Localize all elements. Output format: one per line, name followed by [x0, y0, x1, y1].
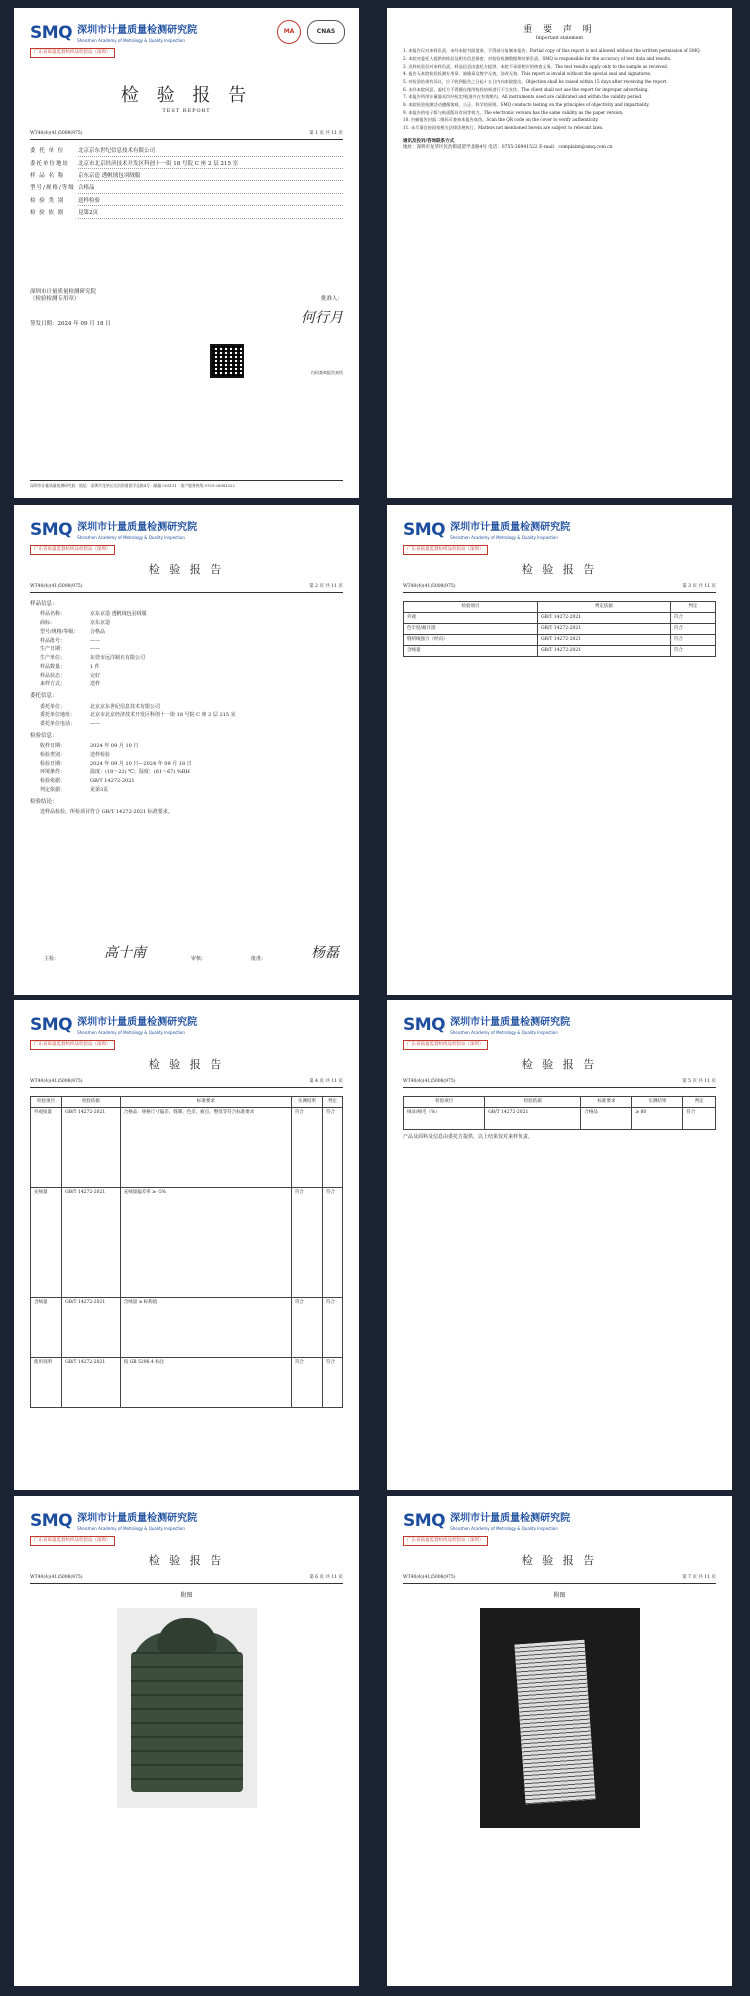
notice-item: 11. 未尽事宜按国家相关法律法规执行。Matters not mentioned herein are subject to relevant laws.: [403, 124, 604, 130]
org-logo: [30, 1014, 343, 1037]
test-heading: 检验信息：: [30, 732, 58, 739]
photo-caption: 附图: [553, 1591, 566, 1599]
table-row: 充绒量 GB/T 14272-2021 充绒量偏差率 ≥ -5% 符合 符合: [31, 1187, 343, 1297]
conclusion-text: 送样品检验，所检项目符合 GB/T 14272-2021 标准要求。: [40, 809, 173, 816]
notice-item: 8. 本院检验检测活动遵循客观、公正、科学的原则。SMQ conducts testing on the principles of objectivity and impartiality.: [403, 101, 650, 107]
cover-field: 样 品 名 称 京东京造 透帆绒包羽绒服: [30, 173, 343, 181]
cover-field: 检 验 依 据 見第2页: [30, 210, 343, 218]
report-cover-page: [14, 8, 359, 498]
page-title: 检 验 报 告: [148, 1554, 225, 1567]
report-number: WT40(4)(41)5008(975): [403, 583, 456, 589]
cover-title: 检 验 报 告: [120, 85, 253, 106]
org-logo: [403, 1014, 716, 1037]
org-name-en: Shenzhen Academy of Metrology & Quality Inspection: [77, 1029, 185, 1035]
report-page-6: [14, 1496, 359, 1986]
test-field: 检验依据： GB/T 14272-2021: [40, 778, 135, 785]
important-statement-page: [387, 8, 732, 498]
qr-caption: 扫码查询报告真伪: [311, 370, 343, 376]
judgement-table: [403, 601, 716, 657]
cover-sign-area: [30, 289, 343, 376]
sign-label: 批准：: [250, 956, 266, 963]
approver-signature: 杨磊: [310, 945, 339, 962]
org-name-cn: 深圳市计量质量检测研究院: [77, 1017, 198, 1029]
org-logo: [30, 519, 343, 542]
notice-item: 3. 送样检验仅对来样负责，样品信息由委托方提供，本院不承担相应的核查义务。The test results apply only to the sample as received.: [403, 63, 669, 69]
notice-item: 4. 报告无本院检验检测专用章、骑缝章及签字无效，涂改无效。This report is invalid without the special seal and signatures.: [403, 71, 652, 77]
page-title: 检 验 报 告: [148, 563, 225, 576]
page-meta: [403, 1079, 716, 1088]
page-footer: 深圳市计量质量检测研究院 · 地址：深圳市龙华区民治街道留学北路4号 · 邮编 518131 · 客户服务热线 0755-26941522: [30, 480, 343, 488]
page-title: 检 验 报 告: [148, 1058, 225, 1071]
org-name-cn: 深圳市计量质量检测研究院: [77, 1513, 198, 1525]
cma-seal-icon: MA: [277, 20, 301, 44]
org-name-en: Shenzhen Academy of Metrology & Quality Inspection: [77, 534, 185, 540]
sample-field: 样品名称： 京东京造 透帆绒包羽绒服: [40, 611, 147, 618]
sample-field: 生产日期： ——: [40, 646, 100, 653]
photo-caption: 附图: [180, 1591, 193, 1599]
report-number: WT40(4)(41)5008(975): [30, 131, 83, 137]
client-heading: 委托信息：: [30, 693, 58, 700]
page-indicator: 第 5 页 共 11 页: [682, 1078, 716, 1084]
page-indicator: 第 1 页 共 11 页: [309, 131, 343, 137]
notice-item: 2. 本院对委托人提供的样品及相关信息保密，对检验检测数据和结果负责。SMQ is responsible for the accuracy of test data and results.: [403, 55, 672, 61]
cover-meta: [30, 131, 343, 140]
test-field: 环境条件： 温度：(18～22) ℃；湿度：(61～67) %RH: [40, 769, 190, 776]
sample-field: 生产单位： 东莞市远洋制衣有限公司: [40, 655, 146, 662]
table-row: 使用说明 GB/T 14272-2021 按 GB 5296.4 标注 符合 符合: [31, 1357, 343, 1407]
org-name-en: Shenzhen Academy of Metrology & Quality Inspection: [450, 1525, 558, 1531]
sample-field: 样品状态： 完好: [40, 672, 101, 679]
org-name-cn: 深圳市计量质量检测研究院: [450, 1017, 571, 1029]
page-title: 检 验 报 告: [521, 563, 598, 576]
inspector-signature: 高十南: [104, 945, 146, 962]
sample-field: 型号/规格/等级： 合格品: [40, 628, 106, 635]
table-row: 缝纫线强力（经向） GB/T 14272-2021 符合: [404, 635, 716, 646]
page-meta: [403, 1575, 716, 1584]
conclusion-heading: 检验结论：: [30, 798, 58, 805]
sample-field: 样品批号： ——: [40, 637, 100, 644]
smq-logo-icon: SMQ: [30, 1015, 73, 1035]
client-field: 委托单位电话： ——: [40, 721, 100, 727]
smq-logo-icon: SMQ: [30, 520, 73, 540]
jacket-hood-icon: [157, 1618, 217, 1652]
notice-item: 5. 对检验结果有异议，应于收到报告之日起十五日内向本院提出。Objection shall be raised within 15 days after receiving the report.: [403, 78, 668, 84]
org-name-en: Shenzhen Academy of Metrology & Quality Inspection: [77, 37, 185, 43]
care-label-photo: [480, 1608, 640, 1828]
report-page-4: [14, 1000, 359, 1490]
table-row: 色牢度/耐汗渍 GB/T 14272-2021 符合: [404, 624, 716, 635]
smq-logo-icon: SMQ: [30, 23, 73, 43]
issue-date: 签发日期：2024 年 09 月 18 日: [30, 320, 111, 327]
sub-org: 广东省质量监督纺织品检验站（深圳）: [30, 1040, 115, 1050]
page-indicator: 第 7 页 共 11 页: [682, 1574, 716, 1580]
org-logo: [403, 519, 716, 542]
jacket-photo: [117, 1608, 257, 1808]
org-name-cn: 深圳市计量质量检测研究院: [77, 25, 198, 37]
notice-item: 1. 本报告仅对来样负责，未经本院书面批准，不得部分复制本报告。Partial copy of this report is not allowed without the written permission of SMQ.: [403, 48, 701, 54]
page-indicator: 第 6 页 共 11 页: [309, 1574, 343, 1580]
page-meta: [403, 584, 716, 593]
sign-row: [44, 944, 339, 963]
table-row: 外观质量 GB/T 14272-2021 合格品：规格尺寸偏差、缝制、色差、疵点、整烫等符合标准要求 符合 符合: [31, 1107, 343, 1187]
org-name-cn: 深圳市计量质量检测研究院: [450, 1513, 571, 1525]
approve-label: 批准人：: [320, 296, 343, 303]
page-indicator: 第 2 页 共 11 页: [309, 583, 343, 589]
table-header-row: 检验项目 检验依据 标准要求 实测结果 判定: [31, 1096, 343, 1107]
sample-field: 样品数量： 1 件: [40, 663, 100, 670]
sub-org: 广东省质量监督纺织品检验站（深圳）: [403, 1536, 488, 1546]
org-name-cn: 深圳市计量质量检测研究院: [450, 522, 571, 534]
notice-title: 重 要 声 明: [523, 25, 596, 35]
table-header-row: 检验项目 判定依据 判定: [404, 601, 716, 612]
test-field: 检验日期： 2024 年 09 月 10 日—2024 年 09 月 18 日: [40, 760, 192, 767]
page-title: 检 验 报 告: [521, 1058, 598, 1071]
table-row: 含绒量 GB/T 14272-2021 含绒量 ≥ 标称值 符合 符合: [31, 1297, 343, 1357]
org-name-en: Shenzhen Academy of Metrology & Quality Inspection: [77, 1525, 185, 1531]
contact-heading: 通讯及投诉/咨询联系方式: [403, 138, 455, 144]
table-header-row: 检验项目 检验依据 标准要求 实测结果 判定: [404, 1096, 716, 1107]
sub-org: 广东省质量监督纺织品检验站（深圳）: [403, 1040, 488, 1050]
cover-field: 型号/规格/等级 合格品: [30, 185, 343, 193]
org-name-cn: 深圳市计量质量检测研究院: [77, 522, 198, 534]
care-label-icon: [514, 1640, 595, 1804]
page-indicator: 第 3 页 共 11 页: [682, 583, 716, 589]
cover-field: 委 托 单 位 北京京东世纪信息技术有限公司: [30, 148, 343, 156]
contact-info: 地址：深圳市龙华区民治街道留学北路4号 电话：0755-26941522 E-mail：complaint@smq.com.cn: [403, 144, 613, 150]
cover-field: 委托单位地址 北京市北京经济技术开发区科创十一街 18 号院 C 座 2 层 215 室: [30, 161, 343, 169]
report-number: WT40(4)(41)5008(975): [30, 583, 83, 589]
report-page-2: [14, 505, 359, 995]
smq-logo-icon: SMQ: [403, 1511, 446, 1531]
report-number: WT40(4)(41)5008(975): [30, 1574, 83, 1580]
test-field: 收样日期： 2024 年 09 月 10 日: [40, 743, 139, 750]
table-row: 绒朵/绒毛（%） GB/T 14272-2021 合格品 ≥ 80 符合: [404, 1107, 716, 1129]
notice-item: 10. 扫描报告封面二维码可查询本报告真伪。Scan the QR code on the cover to verify authenticity.: [403, 117, 599, 123]
client-field: 委托单位： 北京京东世纪信息技术有限公司: [40, 703, 161, 710]
issuer-note: （检验检测专用章）: [30, 296, 80, 303]
sample-heading: 样品信息：: [30, 600, 58, 607]
sub-org: 广东省质量监督纺织品检验站（深圳）: [403, 545, 488, 555]
report-number: WT40(4)(41)5008(975): [403, 1078, 456, 1084]
page-meta: [30, 1079, 343, 1088]
sign-label: 审核：: [190, 956, 206, 963]
sample-field: 商标： 京东京造: [40, 620, 111, 627]
cover-subtitle: TEST REPORT: [162, 108, 211, 115]
smq-logo-icon: SMQ: [403, 520, 446, 540]
approver-signature: 何行月: [301, 310, 343, 327]
sub-org: 广东省质量监督纺织品检验站（深圳）: [30, 1536, 115, 1546]
table-row: 含绒量 GB/T 14272-2021 符合: [404, 646, 716, 657]
report-number: WT40(4)(41)5008(975): [30, 1078, 83, 1084]
results-table: [30, 1096, 343, 1408]
notice-subtitle: Important statement: [535, 36, 584, 42]
client-field: 委托单位地址： 北京市北京经济技术开发区科创十一街 18 号院 C 座 2 层 215 室: [40, 712, 236, 719]
org-logo: [403, 1510, 716, 1533]
page-meta: [30, 584, 343, 593]
org-name-en: Shenzhen Academy of Metrology & Quality Inspection: [450, 534, 558, 540]
table-row: 外观 GB/T 14272-2021 符合: [404, 612, 716, 623]
notice-item: 6. 未经本院同意，委托方不得擅自使用检验结果进行不当宣传。The client shall not use the report for improper advertising.: [403, 86, 649, 92]
cnas-seal-icon: CNAS: [307, 20, 345, 44]
report-number: WT40(4)(41)5008(975): [403, 1574, 456, 1580]
cover-fields: [30, 148, 343, 219]
notice-item: 7. 本报告所用计量器具均经检定/校准并在有效期内。All instruments used are calibrated and within the validity period.: [403, 94, 643, 100]
page-indicator: 第 4 页 共 11 页: [309, 1078, 343, 1084]
issuer-name: 深圳市计量质量检测研究院: [30, 288, 97, 295]
org-logo: [30, 1510, 343, 1533]
sign-label: 主检：: [44, 956, 60, 963]
test-field: 检验类别： 送样检验: [40, 751, 111, 758]
report-page-3: [387, 505, 732, 995]
cover-field: 检 验 类 别 送样检验: [30, 198, 343, 206]
down-jacket-icon: [131, 1632, 243, 1792]
sub-org: 广东省质量监督纺织品检验站（深圳）: [30, 545, 115, 555]
sample-field: 来样方式： 送样: [40, 681, 101, 688]
report-page-7: [387, 1496, 732, 1986]
cert-marks: [277, 20, 345, 44]
page-title: 检 验 报 告: [521, 1554, 598, 1567]
table-note: 产品及面料及信息由委托方提供，以上结果仅对来样负责。: [403, 1133, 534, 1140]
page-meta: [30, 1575, 343, 1584]
report-page-5: [387, 1000, 732, 1490]
sub-org: 广东省质量监督纺织品检验站（深圳）: [30, 48, 115, 58]
org-name-en: Shenzhen Academy of Metrology & Quality Inspection: [450, 1029, 558, 1035]
smq-logo-icon: SMQ: [30, 1511, 73, 1531]
notice-item: 9. 本报告的电子版与纸质版具有同等效力。The electronic version has the same validity as the paper version.: [403, 109, 624, 115]
test-field: 判定依据： 见第3页: [40, 786, 109, 793]
smq-logo-icon: SMQ: [403, 1015, 446, 1035]
results-table: [403, 1096, 716, 1130]
